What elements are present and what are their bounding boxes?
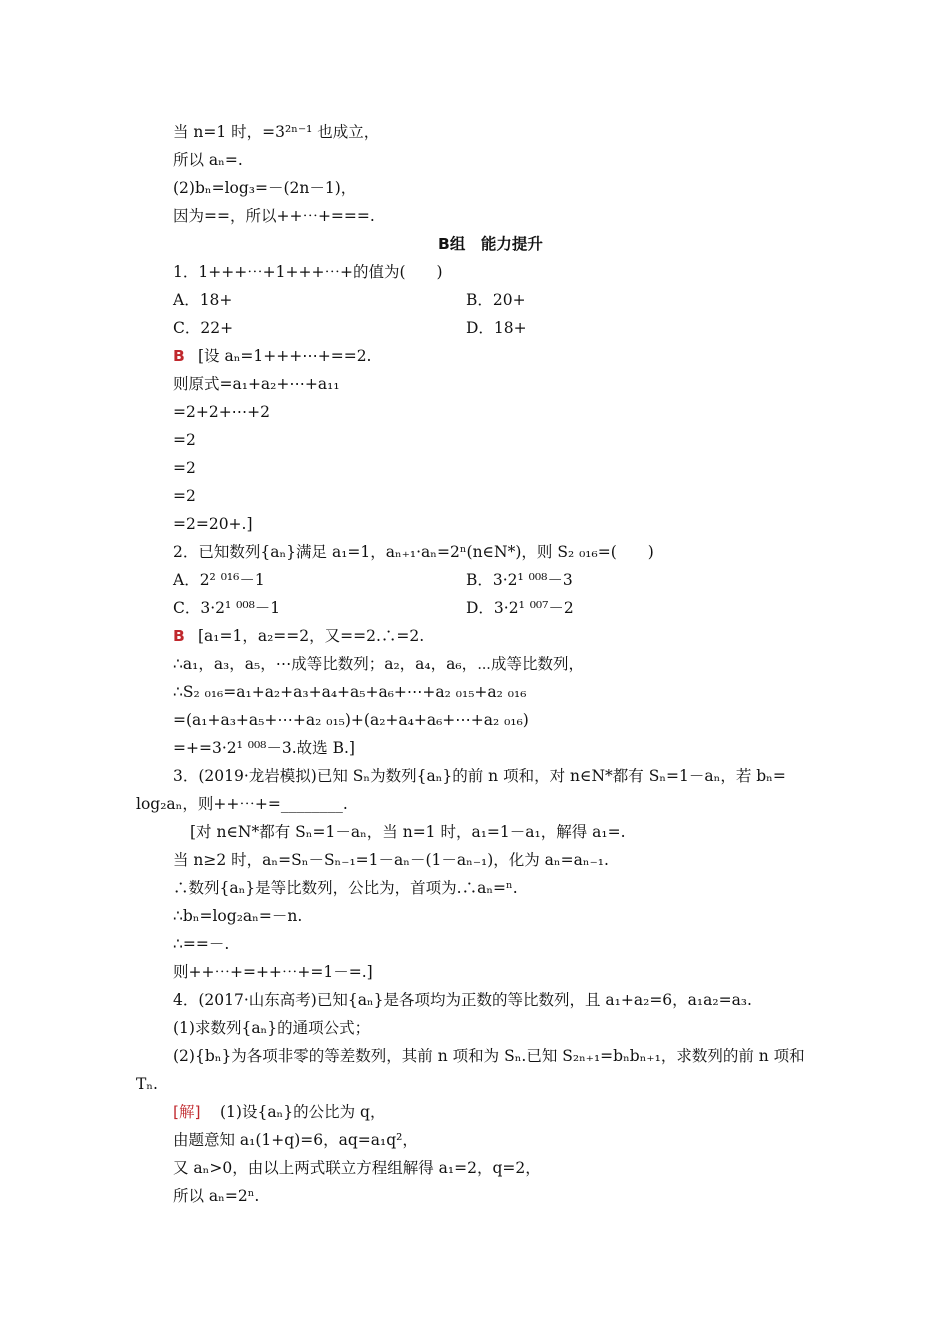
question-2-stem: 2．已知数列{aₙ}满足 a₁=1，aₙ₊₁·aₙ=2ⁿ(n∈N*)，则 S₂ ₀₁₆=( ) [173, 543, 654, 561]
solution-line: 当 n≥2 时，aₙ=Sₙ－Sₙ₋₁=1－aₙ－(1－aₙ₋₁)，化为 aₙ=aₙ₋₁. [173, 851, 609, 869]
question-2-option-a: A．2² ⁰¹⁶－1 [173, 571, 265, 589]
question-1-option-a: A．18+ [173, 291, 233, 309]
solution-line: 又 aₙ>0，由以上两式联立方程组解得 a₁=2，q=2， [173, 1159, 541, 1177]
solution-line: =(a₁+a₃+a₅+⋯+a₂ ₀₁₅)+(a₂+a₄+a₆+⋯+a₂ ₀₁₆) [173, 711, 529, 729]
solution-line: ∴a₁，a₃，a₅，⋯成等比数列；a₂，a₄，a₆，⋯成等比数列， [173, 655, 585, 673]
answer-mark: B [173, 627, 185, 645]
solution-mark: [解] [173, 1103, 201, 1121]
section-heading: B组 能力提升 [438, 235, 543, 253]
solution-line: [a₁=1，a₂==2，又==2.∴=2. [198, 627, 425, 645]
solution-line: [设 aₙ=1+++⋯+==2. [198, 347, 372, 365]
answer-mark: B [173, 347, 185, 365]
solution-line: 所以 aₙ=2ⁿ. [173, 1187, 260, 1205]
solution-line: =2+2+⋯+2 [173, 403, 271, 421]
question-3-stem: 3．(2019·龙岩模拟)已知 Sₙ为数列{aₙ}的前 n 项和，对 n∈N*都有 Sₙ=1－aₙ，若 bₙ= [173, 767, 786, 785]
solution-line: =2 [173, 431, 196, 449]
solution-line: =2 [173, 459, 196, 477]
solution-line: =2 [173, 487, 196, 505]
solution-line: 则++⋯+=++⋯+=1－=.] [173, 963, 373, 981]
solution-line: =+=3·2¹ ⁰⁰⁸－3.故选 B.] [173, 739, 355, 757]
solution-line: ∴==－. [173, 935, 230, 953]
question-2-option-b: B．3·2¹ ⁰⁰⁸－3 [466, 571, 573, 589]
question-2-option-d: D．3·2¹ ⁰⁰⁷－2 [466, 599, 574, 617]
solution-line: =2=20+.] [173, 515, 253, 533]
text-line: (2)bₙ=log₃=－(2n－1)， [173, 179, 357, 197]
question-3-stem: log₂aₙ，则++⋯+=________. [136, 795, 348, 813]
question-4-part-1: (1)求数列{aₙ}的通项公式； [173, 1019, 371, 1037]
question-2-option-c: C．3·2¹ ⁰⁰⁸－1 [173, 599, 281, 617]
text-line: 因为==，所以++⋯+===. [173, 207, 375, 225]
solution-line: ∴数列{aₙ}是等比数列，公比为，首项为.∴aₙ=ⁿ. [173, 879, 518, 897]
question-4-part-2: Tₙ. [136, 1075, 158, 1093]
question-1-stem: 1．1+++⋯+1+++⋯+的值为( ) [173, 263, 443, 281]
solution-line: [对 n∈N*都有 Sₙ=1－aₙ，当 n=1 时，a₁=1－a₁，解得 a₁=. [190, 823, 626, 841]
question-4-stem: 4．(2017·山东高考)已知{aₙ}是各项均为正数的等比数列，且 a₁+a₂=6，a₁a₂=a₃. [173, 991, 752, 1009]
question-1-option-c: C．22+ [173, 319, 234, 337]
solution-line: 则原式=a₁+a₂+⋯+a₁₁ [173, 375, 340, 393]
question-1-option-b: B．20+ [466, 291, 526, 309]
solution-line: (1)设{aₙ}的公比为 q， [220, 1103, 386, 1121]
question-1-option-d: D．18+ [466, 319, 527, 337]
solution-line: 由题意知 a₁(1+q)=6，aq=a₁q²， [173, 1131, 418, 1149]
question-4-part-2: (2){bₙ}为各项非零的等差数列，其前 n 项和为 Sₙ.已知 S₂ₙ₊₁=bₙbₙ₊₁，求数列的前 n 项和 [173, 1047, 805, 1065]
text-line: 当 n=1 时，=3²ⁿ⁻¹ 也成立， [173, 123, 380, 141]
solution-line: ∴bₙ=log₂aₙ=－n. [173, 907, 303, 925]
text-line: 所以 aₙ=. [173, 151, 243, 169]
solution-line: ∴S₂ ₀₁₆=a₁+a₂+a₃+a₄+a₅+a₆+⋯+a₂ ₀₁₅+a₂ ₀₁₆ [173, 683, 527, 701]
